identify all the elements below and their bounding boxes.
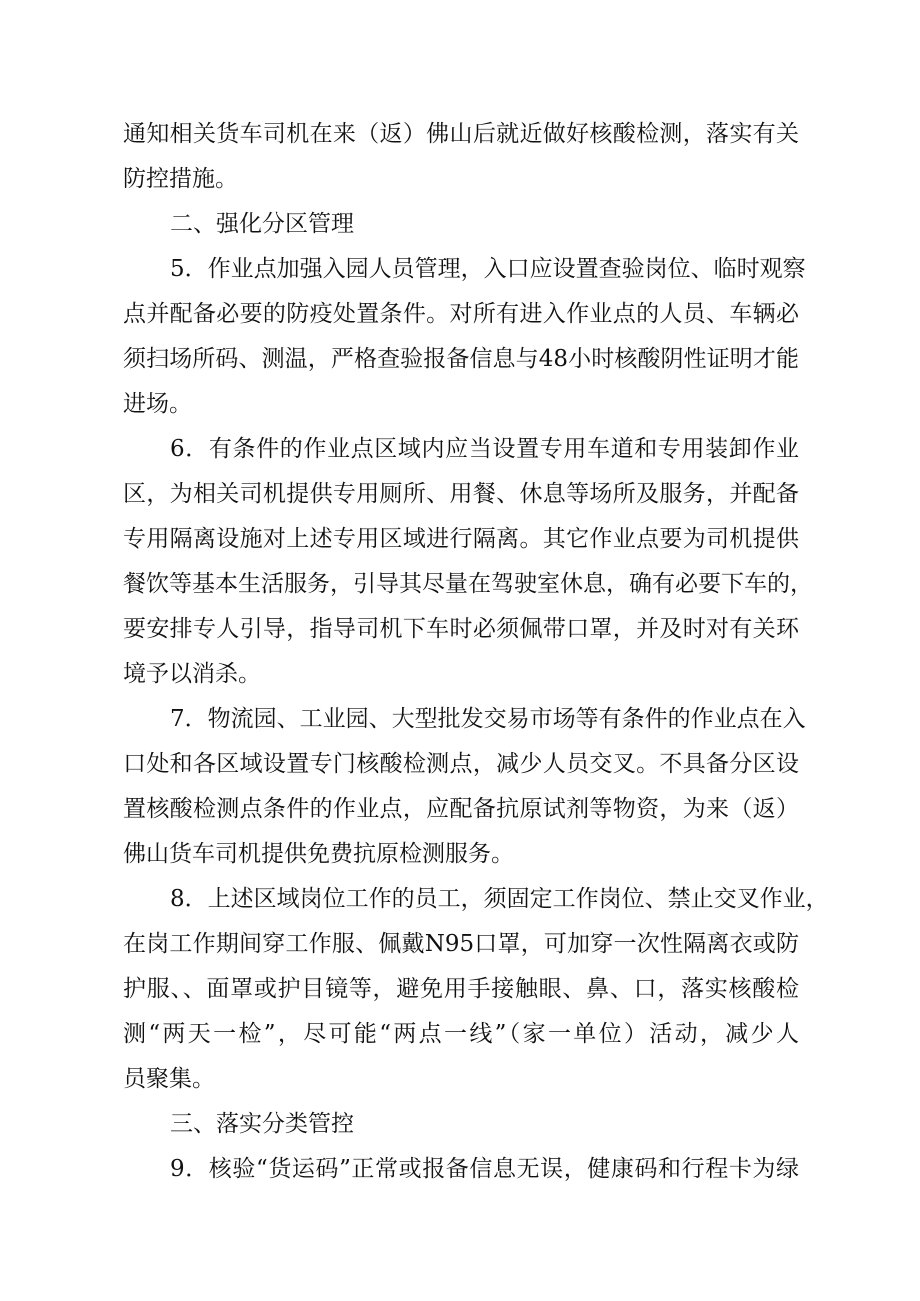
line-text: 5．作业点加强入园人员管理，入口应设置查验岗位、临时观察 [170,256,806,282]
line-text: 要安排专人引导，指导司机下车时必须佩带口罩，并及时对有关环 [123,616,799,642]
text-line [0,1059,920,1099]
line-text: 佛山货车司机提供免费抗原检测服务。 [123,841,514,867]
text-line [0,654,920,694]
line-text: 境予以消杀。 [123,661,261,687]
text-line [0,969,920,1009]
text-line [0,519,920,559]
line-text: 二、强化分区管理 [170,211,354,237]
line-text: 须扫场所码、测温，严格查验报备信息与48小时核酸阴性证明才能 [123,346,799,372]
line-text: 护服、、面罩或护目镜等，避免用手接触眼、鼻、口，落实核酸检 [123,976,799,1002]
line-text: 点并配备必要的防疫处置条件。对所有进入作业点的人员、车辆必 [123,301,799,327]
line-text: 区，为相关司机提供专用厕所、用餐、休息等场所及服务，并配备 [123,481,799,507]
line-text: 进场。 [123,391,192,417]
text-line [0,294,920,334]
text-line [0,834,920,874]
text-line [0,159,920,199]
line-text: 员聚集。 [123,1066,215,1092]
line-text: 在岗工作期间穿工作服、佩戴N95口罩，可加穿一次性隔离衣或防 [123,931,799,957]
text-line [0,474,920,514]
text-line [0,699,920,739]
line-text: 三、落实分类管控 [170,1111,354,1137]
text-line [0,789,920,829]
text-line [0,1149,920,1189]
section-heading [0,204,920,244]
text-line [0,384,920,424]
text-line [0,114,920,154]
line-text: 餐饮等基本生活服务，引导其尽量在驾驶室休息，确有必要下车的， [123,571,813,597]
text-line [0,249,920,289]
line-text: 防控措施。 [123,166,238,192]
line-text: 专用隔离设施对上述专用区域进行隔离。其它作业点要为司机提供 [123,526,799,552]
line-text: 置核酸检测点条件的作业点，应配备抗原试剂等物资，为来（返） [123,796,799,822]
text-line [0,609,920,649]
text-line [0,564,920,604]
line-text: 8．上述区域岗位工作的员工，须固定工作岗位、禁止交叉作业， [170,886,829,912]
text-line [0,924,920,964]
line-text: 7．物流园、工业园、大型批发交易市场等有条件的作业点在入 [170,706,806,732]
text-line [0,339,920,379]
line-text: 6．有条件的作业点区域内应当设置专用车道和专用装卸作业 [170,436,799,462]
text-line [0,744,920,784]
line-text: 口处和各区域设置专门核酸检测点，减少人员交叉。不具备分区设 [123,751,799,777]
line-text: 9．核验“货运码”正常或报备信息无误，健康码和行程卡为绿 [170,1156,799,1182]
text-line [0,429,920,469]
text-line [0,879,920,919]
text-line [0,1014,920,1054]
line-text: 通知相关货车司机在来（返）佛山后就近做好核酸检测，落实有关 [123,121,799,147]
section-heading [0,1104,920,1144]
line-text: 测“两天一检”，尽可能“两点一线”（家一单位）活动，减少人 [123,1021,799,1047]
